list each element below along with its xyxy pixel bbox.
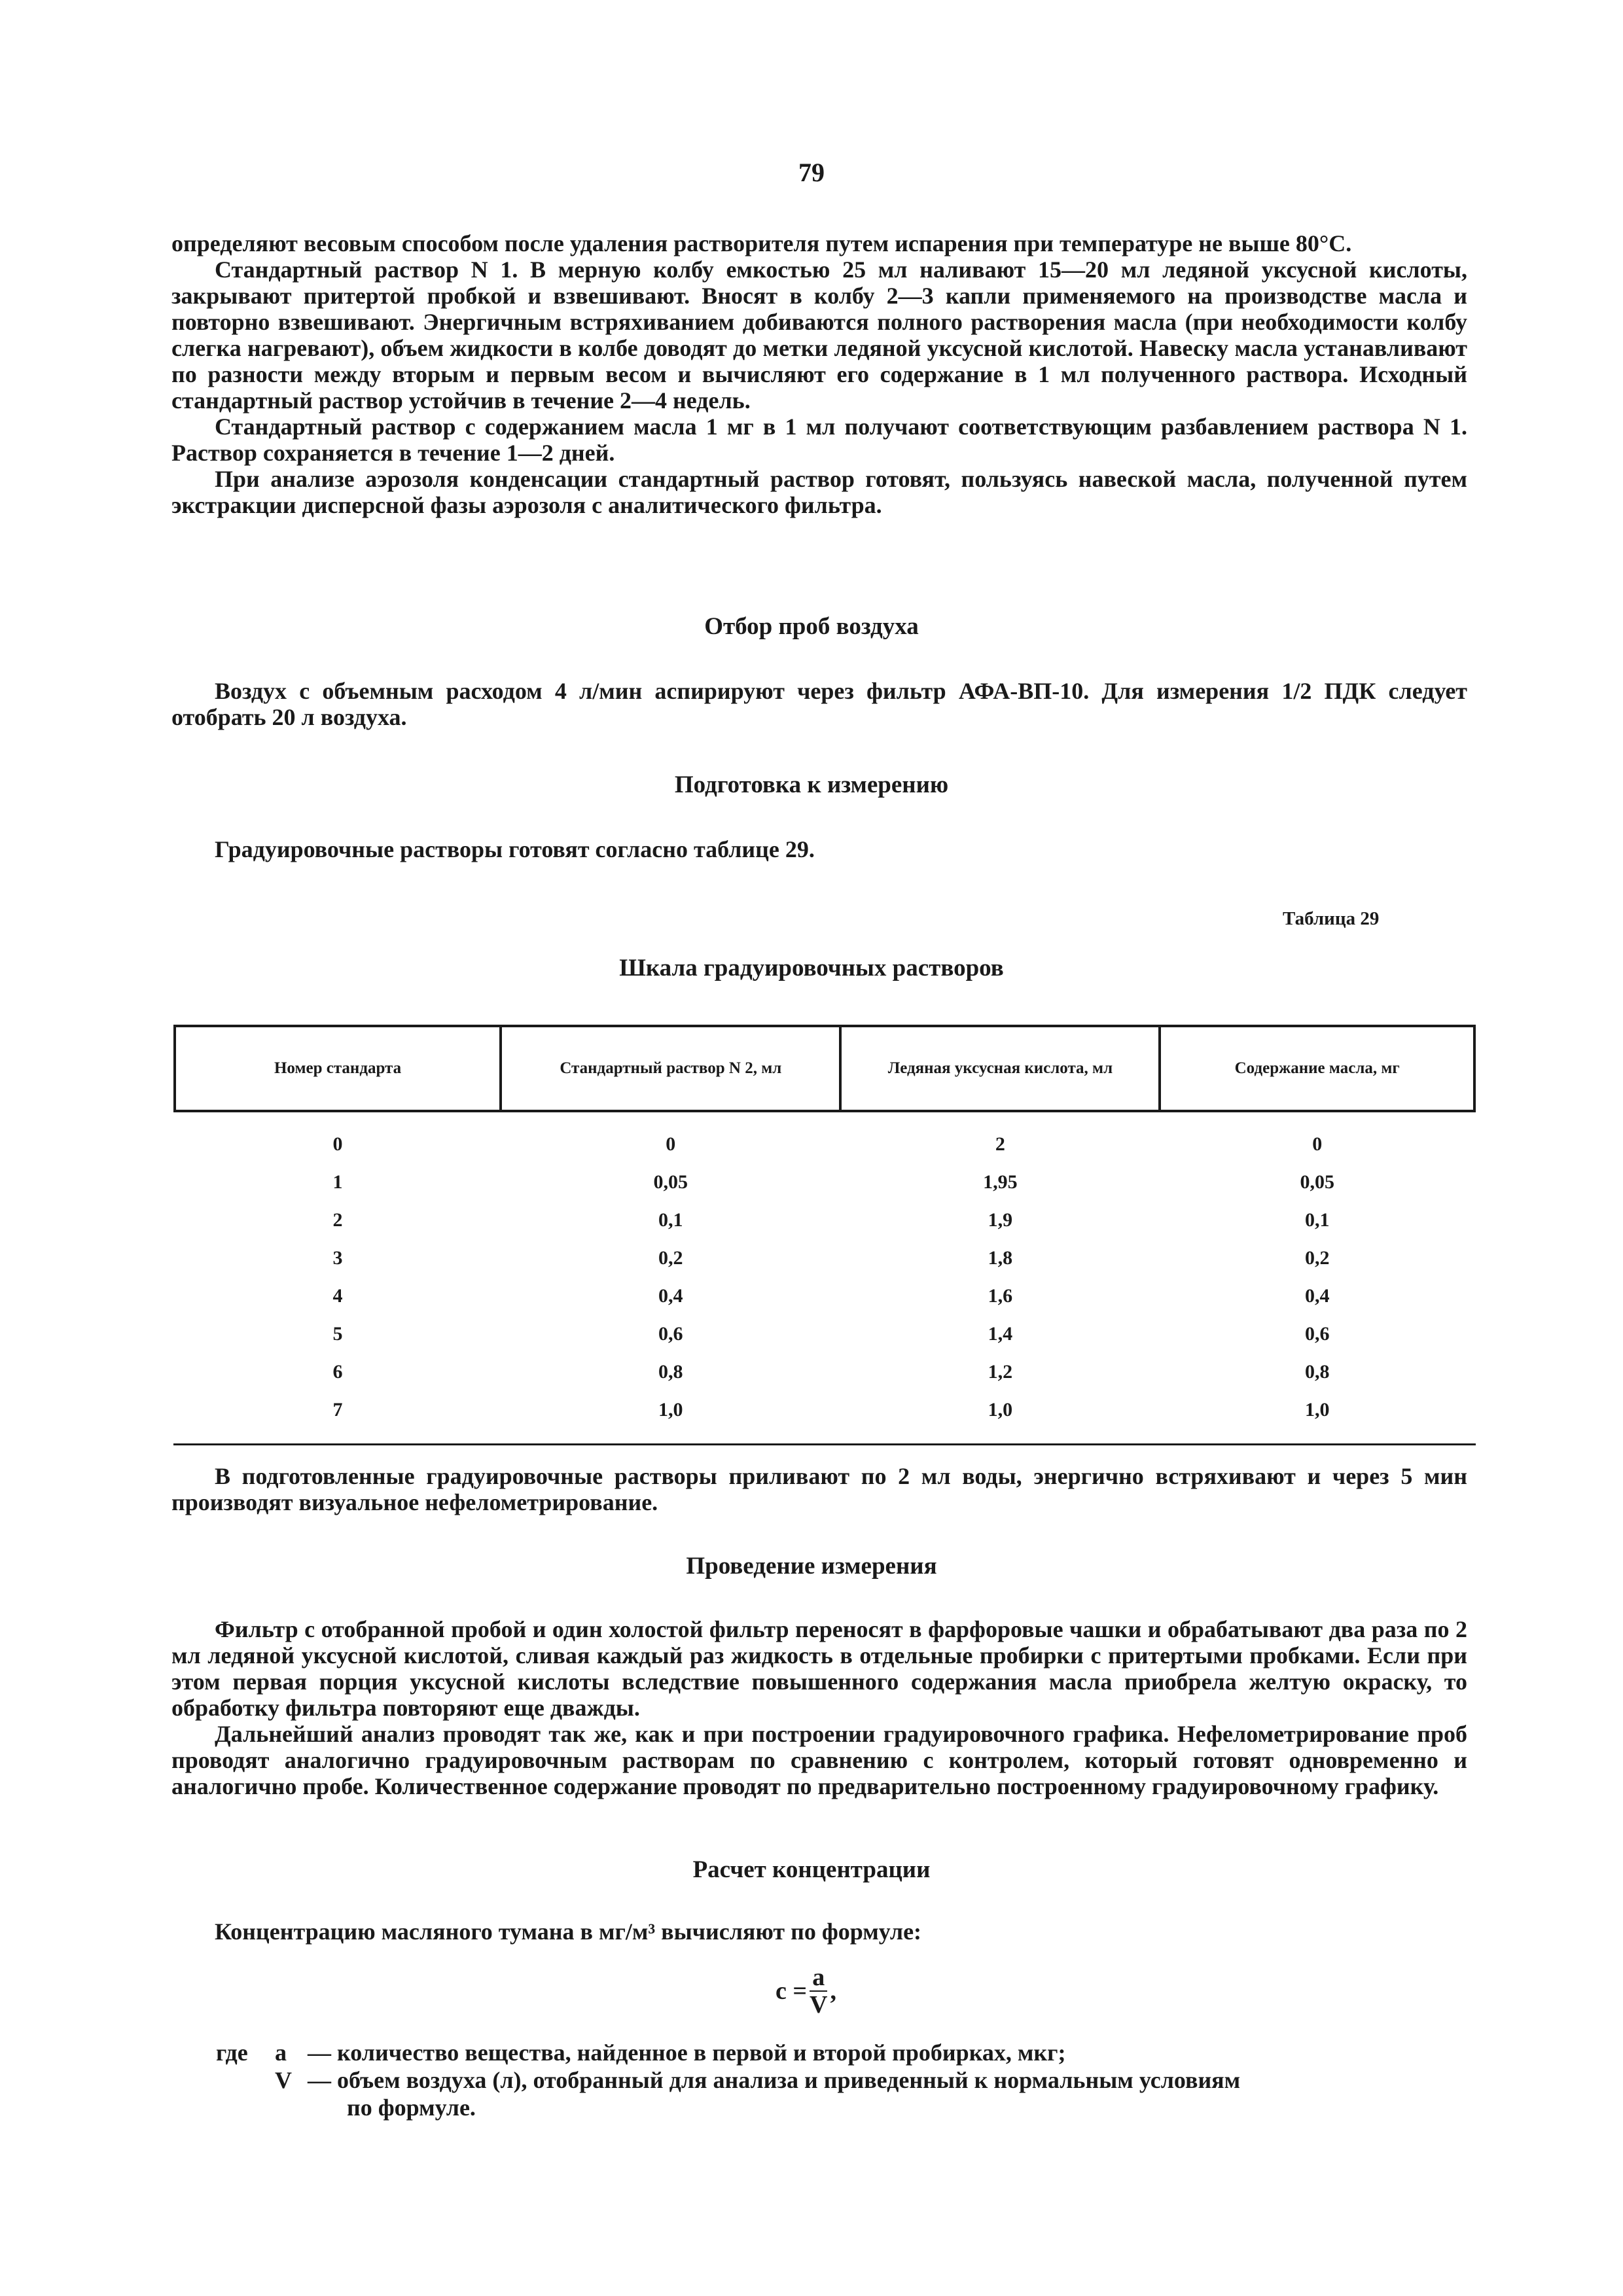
table-cell: 3 <box>332 1247 343 1269</box>
desc-v: — объем воздуха (л), отобранный для анализа и приведенный к нормальным условиям <box>308 2067 1241 2093</box>
table-cell: 0 <box>1312 1133 1323 1155</box>
table-cell: 1,2 <box>988 1361 1013 1383</box>
table-row <box>175 1391 1474 1429</box>
concentration-formula <box>776 1964 836 2018</box>
table-header-row <box>175 1026 1474 1111</box>
formula-fraction <box>810 1964 827 2018</box>
table-cell: 1,0 <box>658 1399 683 1421</box>
intro-paragraph-1: определяют весовым способом после удаления растворителя путем испарения при температуре не выше 80°С. <box>171 230 1352 256</box>
intro-paragraph-3: Стандартный раствор с содержанием масла 1 мг в 1 мл получают соответствующим разбавлением раствора N 1. Раствор сохраняется в течение 1—2 дней. <box>171 414 1467 466</box>
formula-numerator: a <box>810 1964 827 1992</box>
calibration-table <box>173 1025 1476 1429</box>
symbol-v: V <box>275 2067 292 2093</box>
table-row <box>175 1239 1474 1277</box>
table-label: Таблица 29 <box>1283 908 1380 929</box>
table-row <box>175 1125 1474 1163</box>
table-cell: 1,95 <box>983 1171 1018 1193</box>
definition-a <box>216 2039 1466 2066</box>
table-cell: 1 <box>332 1171 343 1193</box>
variable-definitions <box>216 2039 1466 2121</box>
table-cell: 1,0 <box>988 1399 1013 1421</box>
table-cell: 1,4 <box>988 1323 1013 1345</box>
intro-paragraph-4: При анализе аэрозоля конденсации стандартный раствор готовят, пользуясь навеской масла, полученной путем экстракции дисперсной фазы аэрозоля с аналитического фильтра. <box>171 466 1467 518</box>
sampling-block <box>171 678 1467 730</box>
table-cell: 0,2 <box>1304 1247 1330 1269</box>
page-number: 79 <box>798 158 825 187</box>
table-cell: 0,1 <box>658 1209 683 1231</box>
symbol-a: а <box>275 2040 287 2066</box>
table-title: Шкала градуировочных растворов <box>619 955 1004 981</box>
calculation-intro-block <box>171 1918 1467 1945</box>
where-word: где <box>216 2040 248 2066</box>
table-cell: 0,4 <box>1304 1285 1330 1307</box>
intro-paragraph-2: Стандартный раствор N 1. В мерную колбу емкостью 25 мл наливают 15—20 мл ледяной уксусной кислоты, закрывают притертой пробкой и взвешивают. Вносят в колбу 2—3 капли применяемого на производстве масла и повторно взвешивают. Энергичным встряхиванием добиваются полного растворения масла (при необходимости колбу слегка нагревают), объем жидкости в колбе доводят до метки ледяной уксусной кислотой. Навеску масла устанавливают по разности между вторым и первым весом и вычисляют его содержание в 1 мл полученного раствора. Исходный стандартный раствор устойчив в течение 2—4 недель. <box>171 256 1467 414</box>
table-cell: 0 <box>332 1133 343 1155</box>
table-cell: 0,2 <box>658 1247 683 1269</box>
table-row <box>175 1315 1474 1353</box>
table-row <box>175 1201 1474 1239</box>
measurement-paragraph-1: Фильтр с отобранной пробой и один холостой фильтр переносят в фарфоровые чашки и обрабатывают два раза по 2 мл ледяной уксусной кислотой, сливая каждый раз жидкость в отдельные пробирки с притертыми пробками. Если при этом первая порция уксусной кислоты вследствие повышенного содержания масла приобрела желтую окраску, то обработку фильтра повторяют еще дважды. <box>171 1616 1467 1721</box>
formula-lhs: c = <box>776 1977 808 2005</box>
table-row <box>175 1353 1474 1391</box>
desc-a: — количество вещества, найденное в первой и второй пробирках, мкг; <box>308 2040 1066 2066</box>
table-cell: 1,6 <box>988 1285 1013 1307</box>
table-cell: 0,05 <box>653 1171 688 1193</box>
table-cell: 1,0 <box>1304 1399 1330 1421</box>
calculation-heading: Расчет концентрации <box>692 1856 931 1883</box>
table-cell: 7 <box>332 1399 343 1421</box>
preparation-block <box>171 836 1467 862</box>
table-cell: 5 <box>332 1323 343 1345</box>
formula-denominator: V <box>810 1991 828 2019</box>
definition-v <box>216 2066 1466 2094</box>
table-cell: 0 <box>666 1133 676 1155</box>
preparation-text: Градуировочные растворы готовят согласно таблице 29. <box>215 836 815 862</box>
table-cell: 0,6 <box>658 1323 683 1345</box>
sampling-heading: Отбор проб воздуха <box>704 613 919 640</box>
measurement-heading: Проведение измерения <box>686 1553 937 1580</box>
table-cell: 2 <box>995 1133 1005 1155</box>
table-cell: 0,4 <box>658 1285 683 1307</box>
table-cell: 0,8 <box>658 1361 683 1383</box>
table-cell: 0,8 <box>1304 1361 1330 1383</box>
table-cell: 2 <box>332 1209 343 1231</box>
table-header-cell: Номер стандарта <box>175 1026 501 1111</box>
table-cell: 4 <box>332 1285 343 1307</box>
table-header-cell: Ледяная уксусная кислота, мл <box>840 1026 1160 1111</box>
preparation-heading: Подготовка к измерению <box>674 771 949 798</box>
sampling-text: Воздух с объемным расходом 4 л/мин аспирируют через фильтр АФА-ВП-10. Для измерения 1/2 ПДК следует отобрать 20 л воздуха. <box>171 678 1467 730</box>
table-row <box>175 1277 1474 1315</box>
measurement-block <box>171 1616 1467 1799</box>
table-cell: 6 <box>332 1361 343 1383</box>
after-table-block <box>171 1463 1467 1515</box>
formula-tail: , <box>830 1977 836 2005</box>
table-row <box>175 1163 1474 1201</box>
table-cell: 0,1 <box>1304 1209 1330 1231</box>
table-header-cell: Содержание масла, мг <box>1160 1026 1474 1111</box>
table-cell: 1,8 <box>988 1247 1013 1269</box>
table-cell: 0,6 <box>1304 1323 1330 1345</box>
table-header-cell: Стандартный раствор N 2, мл <box>501 1026 840 1111</box>
table-cell: 0,05 <box>1300 1171 1334 1193</box>
desc-v-continuation: по формуле. <box>347 2094 476 2121</box>
table-bottom-rule <box>173 1443 1476 1445</box>
calculation-intro: Концентрацию масляного тумана в мг/м³ вычисляют по формуле: <box>215 1918 922 1945</box>
measurement-paragraph-2: Дальнейший анализ проводят так же, как и при построении градуировочного графика. Нефелометрирование проб проводят аналогично градуировочным растворам по сравнению с контролем, который готовят одновременно и аналогично пробе. Количественное содержание проводят по предварительно построенному градуировочному графику. <box>171 1721 1467 1799</box>
after-table-text: В подготовленные градуировочные растворы приливают по 2 мл воды, энергично встряхивают и через 5 мин производят визуальное нефелометрирование. <box>171 1463 1467 1515</box>
intro-block <box>171 230 1467 518</box>
table-cell: 1,9 <box>988 1209 1013 1231</box>
